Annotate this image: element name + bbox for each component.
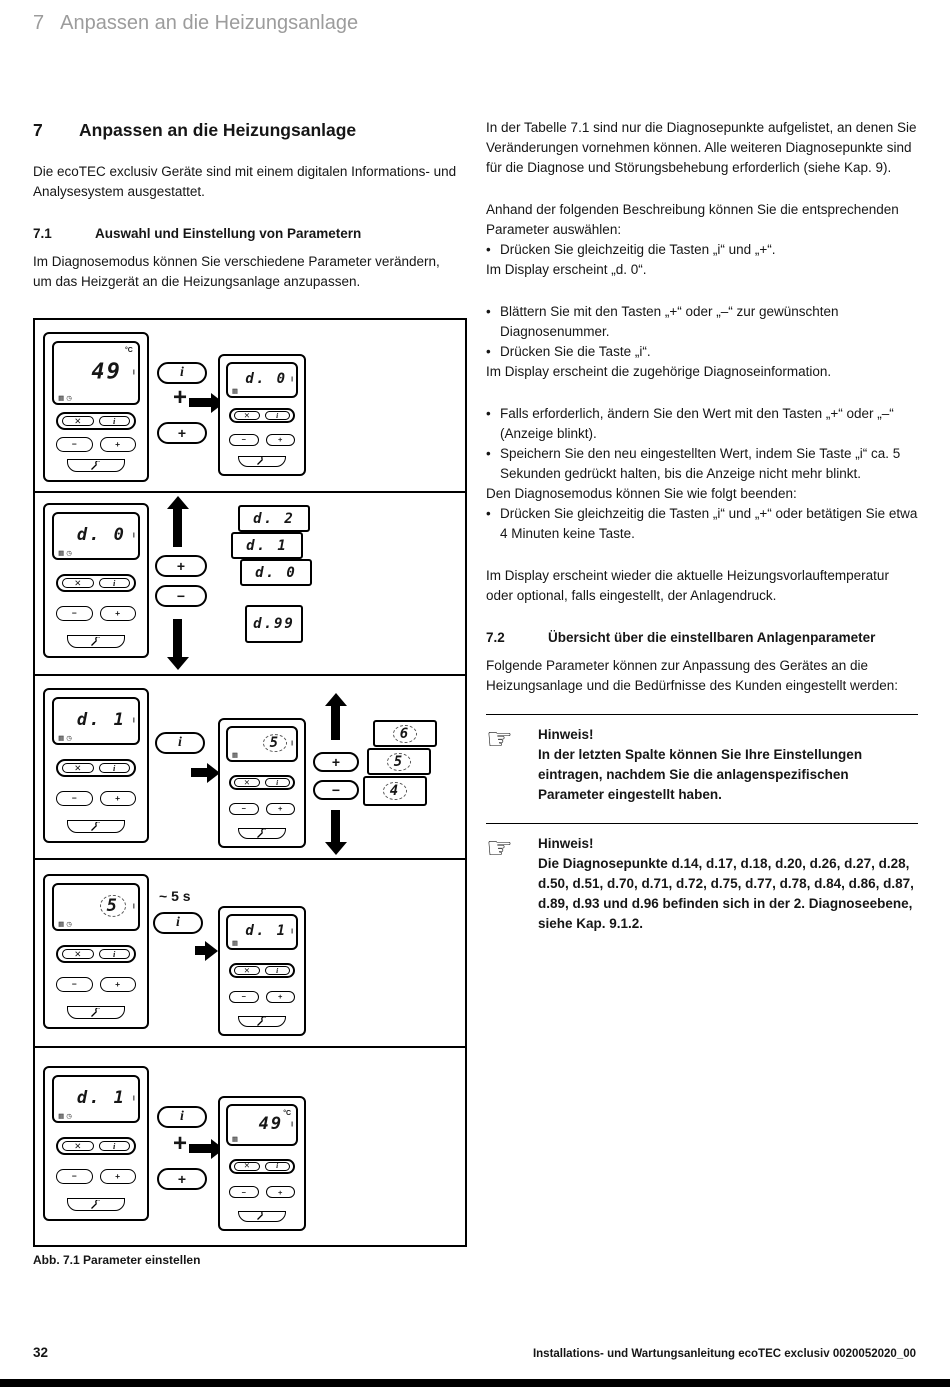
display-icons [232, 387, 240, 395]
reset-button: ✕ [62, 1141, 93, 1151]
boiler-control-panel [218, 1096, 306, 1231]
bullet-marker: • [486, 506, 491, 521]
bar-indicator-icon: I [132, 532, 135, 540]
minus-button: − [56, 791, 92, 806]
info-button: i [265, 411, 290, 420]
footer-bar [0, 1379, 950, 1387]
running-header-title: Anpassen an die Heizungsanlage [60, 12, 359, 34]
chapter-heading [33, 118, 457, 142]
right-column [486, 118, 918, 934]
lcd-display-scroll: d. 2 [238, 505, 310, 532]
service-tool-icon [67, 820, 124, 833]
info-button: i [265, 1162, 290, 1171]
arrow-right-icon [189, 398, 211, 407]
lcd-display [52, 1075, 140, 1123]
figure-step-5 [35, 1048, 465, 1239]
bar-indicator-icon: I [132, 369, 135, 377]
reset-button: ✕ [234, 966, 259, 975]
bullet-item [486, 302, 918, 342]
info-button: i [153, 912, 203, 934]
boiler-control-panel [218, 718, 306, 848]
service-tool-icon [67, 635, 124, 648]
minus-button: − [56, 1169, 92, 1184]
paragraph: Den Diagnosemodus können Sie wie folgt beenden: [486, 486, 797, 501]
plus-button: + [266, 1186, 295, 1198]
lcd-value: d. 0 [76, 525, 126, 545]
lcd-display-scroll [363, 776, 427, 806]
arrow-right-icon [189, 1144, 211, 1153]
service-tool-icon [238, 828, 285, 839]
lcd-display-last: d.99 [245, 605, 303, 643]
lcd-display-scroll [367, 748, 431, 775]
info-button: i [99, 416, 130, 426]
arrow-down-icon [331, 810, 340, 842]
figure-parameter-setting [33, 318, 467, 1247]
instruction-block [486, 200, 918, 280]
minus-button: − [56, 606, 92, 621]
minus-button: − [229, 1186, 258, 1198]
display-icons [58, 549, 74, 557]
panel-button-row [229, 1186, 295, 1198]
display-icons [232, 751, 240, 759]
running-header-number: 7 [33, 12, 45, 34]
note-content [538, 834, 918, 934]
panel-button-group [56, 759, 136, 777]
section-title: Auswahl und Einstellung von Parametern [95, 226, 362, 241]
bullet-item [486, 342, 918, 362]
reset-button: ✕ [62, 578, 93, 588]
degree-unit: °C [283, 1110, 292, 1117]
bullet-marker: • [486, 344, 491, 359]
lcd-value: d. 1 [76, 710, 126, 730]
bar-indicator-icon: I [132, 717, 135, 725]
service-tool-icon [67, 1198, 124, 1211]
minus-button: − [313, 780, 359, 800]
minus-button: − [229, 803, 258, 815]
minus-button: − [56, 437, 92, 452]
panel-button-group [229, 775, 295, 790]
bullet-marker: • [486, 304, 491, 319]
reset-button: ✕ [62, 949, 93, 959]
arrow-up-icon [331, 706, 340, 740]
arrow-up-icon [173, 509, 182, 547]
lcd-display [52, 341, 140, 405]
panel-button-row [229, 991, 295, 1003]
lcd-value-blinking: 5 [263, 734, 287, 752]
hold-duration-label: ~ 5 s [159, 888, 191, 904]
info-button: i [265, 966, 290, 975]
bar-indicator-icon: I [291, 1121, 294, 1129]
section-heading-7-1 [33, 224, 457, 244]
bullet-text: Blättern Sie mit den Tasten „+“ oder „–“ zur gewünschten Diagnosenummer. [500, 304, 839, 339]
boiler-control-panel [218, 354, 306, 476]
service-tool-icon [67, 1006, 124, 1019]
bar-indicator-icon: I [291, 928, 294, 936]
lcd-value-blinking: 6 [393, 725, 417, 743]
service-tool-icon [238, 1211, 285, 1222]
note-title: Hinweis! [538, 727, 594, 742]
plus-symbol: + [173, 384, 188, 411]
paragraph: Im Display erscheint „d. 0“. [486, 262, 647, 277]
boiler-control-panel [43, 503, 149, 658]
figure-step-1 [35, 320, 465, 493]
lcd-display [226, 914, 298, 950]
reset-button: ✕ [234, 411, 259, 420]
paragraph: Im Display erscheint wieder die aktuelle Heizungsvorlauftemperatur oder optional, falls eingestellt, der Anlagendruck. [486, 568, 889, 603]
boiler-control-panel [43, 332, 149, 482]
plus-button: + [266, 991, 295, 1003]
figure-step-2 [35, 493, 465, 676]
lcd-value-blinking: 4 [383, 782, 407, 800]
minus-button: − [56, 977, 92, 992]
panel-button-group [229, 408, 295, 423]
burner-icon: ▦ [58, 735, 67, 742]
clock-icon: ◷ [66, 550, 74, 557]
lcd-value: d. 1 [245, 923, 288, 940]
info-button: i [157, 362, 207, 384]
bullet-text: Speichern Sie den neu eingestellten Wert, indem Sie Taste „i“ ca. 5 Sekunden gedrückt halten, bis die Anzeige nicht mehr blinkt. [500, 446, 901, 481]
panel-button-group [56, 574, 136, 592]
panel-button-row [229, 803, 295, 815]
lcd-value: 49 [258, 1114, 284, 1134]
bar-indicator-icon: I [132, 1095, 135, 1103]
bullet-item [486, 444, 918, 484]
plus-button: + [266, 434, 295, 446]
panel-button-group [56, 1137, 136, 1155]
left-column [33, 118, 457, 292]
paragraph: Im Diagnosemodus können Sie verschiedene Parameter verändern, um das Heizgerät an die Heizungsanlage anzupassen. [33, 254, 440, 289]
plus-button: + [100, 437, 136, 452]
minus-button: − [229, 434, 258, 446]
display-icons [232, 939, 240, 947]
note-title: Hinweis! [538, 836, 594, 851]
bullet-marker: • [486, 406, 491, 421]
chapter-title: Anpassen an die Heizungsanlage [79, 120, 357, 140]
plus-button: + [100, 1169, 136, 1184]
burner-icon: ▦ [58, 921, 67, 928]
bullet-item [486, 404, 918, 444]
pointing-hand-icon: ☞ [486, 723, 513, 756]
panel-button-row [229, 434, 295, 446]
info-button: i [99, 763, 130, 773]
paragraph: Die ecoTEC exclusiv Geräte sind mit einem digitalen Informations- und Analysesystem ausgestattet. [33, 164, 457, 199]
display-icons [58, 734, 74, 742]
section-number: 7.2 [486, 630, 505, 645]
paragraph: Folgende Parameter können zur Anpassung des Gerätes an die Heizungsanlage und die Bedürfnisse des Kunden eingestellt werden: [486, 658, 899, 693]
bullet-item [486, 504, 918, 544]
lcd-display [52, 883, 140, 931]
arrow-down-icon [173, 619, 182, 657]
lcd-value: d. 1 [76, 1088, 126, 1108]
info-button: i [157, 1106, 207, 1128]
lcd-display [226, 362, 298, 398]
panel-button-row [56, 977, 136, 992]
lcd-display [52, 697, 140, 745]
note-box [486, 714, 918, 805]
paragraph: Im Display erscheint die zugehörige Diagnoseinformation. [486, 364, 832, 379]
lcd-display-scroll: d. 1 [231, 532, 303, 559]
plus-button: + [100, 606, 136, 621]
boiler-control-panel [43, 688, 149, 843]
display-icons [232, 1135, 240, 1143]
lcd-value-blinking: 5 [387, 753, 411, 771]
bullet-text: Drücken Sie gleichzeitig die Tasten „i“ und „+“ oder betätigen Sie etwa 4 Minuten keine Taste. [500, 506, 918, 541]
note-body: Die Diagnosepunkte d.14, d.17, d.18, d.20, d.26, d.27, d.28, d.50, d.51, d.70, d.71, d.72, d.75, d.77, d.78, d.84, d.86, d.87, d.89, d.93 und d.96 befinden sich in der 2. Diagnoseebene, siehe Kap. 9.1.2. [538, 856, 914, 931]
info-button: i [99, 949, 130, 959]
panel-button-row [56, 791, 136, 806]
lcd-display [226, 1104, 298, 1146]
section-number: 7.1 [33, 226, 52, 241]
bullet-item [486, 240, 918, 260]
note-body: In der letzten Spalte können Sie Ihre Einstellungen eintragen, nachdem Sie die anlagenspezifischen Parameter eingestellt haben. [538, 747, 863, 802]
lcd-display [226, 726, 298, 762]
bar-indicator-icon: I [132, 903, 135, 911]
bar-indicator-icon: I [291, 740, 294, 748]
lcd-display [52, 512, 140, 560]
plus-button: + [313, 752, 359, 772]
plus-symbol: + [173, 1130, 188, 1157]
reset-button: ✕ [234, 1162, 259, 1171]
figure-step-4 [35, 860, 465, 1048]
clock-icon: ◷ [66, 921, 74, 928]
clock-icon: ◷ [66, 1113, 74, 1120]
info-button: i [99, 1141, 130, 1151]
reset-button: ✕ [234, 778, 259, 787]
lcd-value: d. 0 [245, 371, 288, 388]
degree-unit: °C [125, 347, 133, 354]
info-button: i [265, 778, 290, 787]
bullet-marker: • [486, 446, 491, 461]
arrow-right-icon [191, 768, 207, 777]
panel-button-row [56, 1169, 136, 1184]
service-tool-icon [238, 456, 285, 467]
panel-button-group [229, 1159, 295, 1174]
burner-icon: ▦ [58, 550, 67, 557]
info-button: i [155, 732, 205, 754]
display-icons [58, 394, 74, 402]
panel-button-group [56, 412, 136, 430]
paragraph: In der Tabelle 7.1 sind nur die Diagnosepunkte aufgelistet, an denen Sie Veränderungen vornehmen können. Alle weiteren Diagnosepunkte sind für die Diagnose und Störungsbehebung erforderlich (siehe Kap. 9). [486, 120, 917, 175]
service-tool-icon [67, 459, 124, 472]
burner-icon: ▦ [231, 940, 241, 947]
arrow-right-icon [195, 946, 205, 955]
plus-button: + [157, 1168, 207, 1190]
burner-icon: ▦ [231, 752, 241, 759]
minus-button: − [229, 991, 258, 1003]
instruction-block [486, 302, 918, 382]
burner-icon: ▦ [231, 1136, 241, 1143]
clock-icon: ◷ [66, 735, 74, 742]
burner-icon: ▦ [58, 395, 67, 402]
plus-button: + [100, 977, 136, 992]
bullet-text: Falls erforderlich, ändern Sie den Wert mit den Tasten „+“ oder „–“ (Anzeige blinkt). [500, 406, 894, 441]
panel-button-row [56, 437, 136, 452]
bullet-marker: • [486, 242, 491, 257]
figure-caption: Abb. 7.1 Parameter einstellen [33, 1253, 201, 1267]
panel-button-row [56, 606, 136, 621]
boiler-control-panel [218, 906, 306, 1036]
note-box [486, 823, 918, 934]
note-content [538, 725, 918, 805]
plus-button: + [157, 422, 207, 444]
burner-icon: ▦ [231, 388, 241, 395]
paragraph: Anhand der folgenden Beschreibung können Sie die entsprechenden Parameter auswählen: [486, 202, 899, 237]
plus-button: + [100, 791, 136, 806]
section-title: Übersicht über die einstellbaren Anlagenparameter [548, 630, 876, 645]
lcd-display-scroll [373, 720, 437, 747]
boiler-control-panel [43, 874, 149, 1029]
chapter-number: 7 [33, 120, 43, 140]
clock-icon: ◷ [66, 395, 74, 402]
bullet-text: Drücken Sie gleichzeitig die Tasten „i“ und „+“. [500, 242, 776, 257]
reset-button: ✕ [62, 416, 93, 426]
display-icons [58, 920, 74, 928]
instruction-block [486, 404, 918, 544]
plus-button: + [266, 803, 295, 815]
plus-button: + [155, 555, 207, 577]
info-button: i [99, 578, 130, 588]
footer-doc-title: Installations- und Wartungsanleitung ecoTEC exclusiv 0020052020_00 [532, 1348, 916, 1360]
service-tool-icon [238, 1016, 285, 1027]
figure-step-3 [35, 676, 465, 860]
display-icons [58, 1112, 74, 1120]
pointing-hand-icon: ☞ [486, 832, 513, 865]
burner-icon: ▦ [58, 1113, 67, 1120]
lcd-value-blinking: 5 [100, 895, 126, 917]
bullet-text: Drücken Sie die Taste „i“. [500, 344, 651, 359]
minus-button: − [155, 585, 207, 607]
bar-indicator-icon: I [291, 376, 294, 384]
boiler-control-panel [43, 1066, 149, 1221]
running-header [33, 12, 358, 35]
reset-button: ✕ [62, 763, 93, 773]
panel-button-group [56, 945, 136, 963]
page-number: 32 [33, 1345, 49, 1360]
lcd-display-scroll: d. 0 [240, 559, 312, 586]
panel-button-group [229, 963, 295, 978]
lcd-value: 49 [91, 359, 122, 385]
section-heading-7-2 [486, 628, 918, 648]
